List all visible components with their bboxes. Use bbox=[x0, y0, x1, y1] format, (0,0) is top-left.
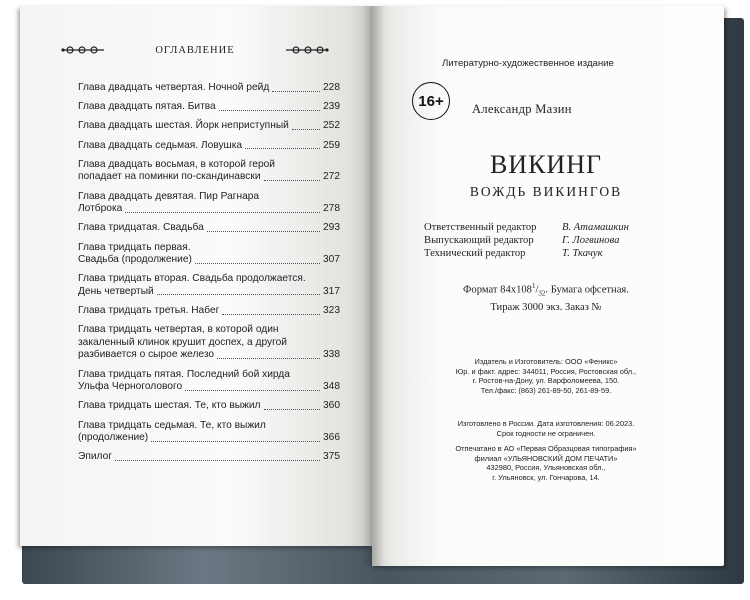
credit-name: В. Атамашкин bbox=[562, 222, 629, 233]
dot-leader bbox=[264, 409, 320, 410]
toc-entry bbox=[78, 273, 340, 298]
imprint-line: Отпечатано в АО «Первая Образцовая типография» bbox=[455, 444, 637, 453]
credit-role: Ответственный редактор bbox=[424, 222, 537, 233]
credit-row bbox=[424, 235, 664, 248]
dot-leader bbox=[195, 263, 320, 264]
imprint-line: Тел./факс: (863) 261-89-50, 261-89-59. bbox=[480, 385, 612, 395]
toc-entry bbox=[78, 420, 340, 445]
toc-entry-line: Глава тридцать пятая. Последний бой хирда bbox=[78, 368, 290, 380]
dot-leader bbox=[151, 441, 320, 442]
toc-page-number: 348 bbox=[323, 381, 340, 393]
book-title: ВИКИНГ bbox=[489, 150, 603, 179]
dot-leader bbox=[207, 231, 320, 232]
toc-entry-line: Ульфа Черноголового bbox=[78, 381, 183, 393]
dot-leader bbox=[217, 358, 320, 359]
manufacture-block bbox=[370, 419, 722, 438]
toc-page-number: 366 bbox=[323, 432, 340, 444]
dot-leader bbox=[219, 110, 320, 111]
toc-title: ОГЛАВЛЕНИЕ bbox=[155, 44, 235, 56]
printer-block bbox=[370, 444, 722, 482]
print-run: Тираж 3000 экз. Заказ № bbox=[490, 301, 602, 313]
imprint-line: Юр. и факт. адрес: 344011, Россия, Ростовская обл., bbox=[455, 366, 637, 376]
toc-entry-line: разбивается о сырое железо bbox=[78, 349, 215, 361]
toc-entry-line: Лотброка bbox=[78, 203, 123, 215]
toc-page-number: 272 bbox=[323, 171, 340, 183]
toc-entry bbox=[78, 101, 340, 114]
toc-page-number: 317 bbox=[323, 285, 340, 297]
toc-entry-line: Глава тридцать первая. bbox=[78, 241, 191, 253]
toc-entry-line: Глава двадцать шестая. Йорк неприступный bbox=[78, 120, 289, 132]
dot-leader bbox=[272, 91, 320, 92]
dot-leader bbox=[115, 460, 320, 461]
dot-leader bbox=[264, 180, 320, 181]
toc-entry-line: Глава двадцать пятая. Битва bbox=[78, 101, 216, 113]
toc-entry bbox=[78, 140, 340, 153]
toc-entry-line: Глава двадцать девятая. Пир Рагнара bbox=[78, 190, 260, 202]
toc-page-number: 375 bbox=[323, 451, 340, 463]
toc-entry bbox=[78, 82, 340, 95]
toc-page-number: 259 bbox=[323, 139, 340, 151]
toc-entry-line: День четвертый bbox=[78, 285, 154, 297]
toc-entry bbox=[78, 369, 340, 394]
toc-entry bbox=[78, 191, 340, 216]
toc-entry-line: Глава двадцать четвертая. Ночной рейд bbox=[78, 82, 270, 93]
age-rating-badge: 16+ bbox=[412, 82, 450, 120]
toc-entry-line: Глава двадцать восьмая, в которой герой bbox=[78, 158, 275, 170]
toc-entry bbox=[78, 242, 340, 267]
credit-row bbox=[424, 222, 664, 235]
toc-header bbox=[60, 40, 330, 60]
credit-name: Т. Ткачук bbox=[562, 247, 603, 259]
credit-role: Выпускающий редактор bbox=[424, 234, 534, 246]
imprint-line: г. Ростов-на-Дону, ул. Варфоломеева, 150. bbox=[472, 376, 620, 386]
dot-leader bbox=[157, 294, 320, 295]
publisher-block bbox=[370, 357, 722, 395]
toc-page-number: 323 bbox=[323, 305, 340, 317]
dot-leader bbox=[125, 212, 320, 213]
toc-entry-line: Глава тридцать третья. Набег bbox=[78, 305, 220, 317]
book-subtitle: ВОЖДЬ ВИКИНГОВ bbox=[469, 184, 623, 199]
toc-entry-line: (продолжение) bbox=[78, 432, 149, 444]
toc-entry-line: Глава тридцать вторая. Свадьба продолжается. bbox=[78, 273, 306, 285]
toc-entry-line: Глава двадцать седьмая. Ловушка bbox=[78, 139, 243, 151]
toc-entry bbox=[78, 451, 340, 464]
toc-page-number: 293 bbox=[323, 222, 340, 234]
toc-entry-line: Глава тридцать седьмая. Те, кто выжил bbox=[78, 419, 266, 431]
credit-role: Технический редактор bbox=[424, 247, 526, 259]
ornament-left-icon bbox=[60, 44, 106, 56]
toc-page-number: 252 bbox=[323, 120, 340, 132]
genre-label: Литературно-художественное издание bbox=[442, 58, 614, 69]
toc-entry-line: Свадьба (продолжение) bbox=[78, 254, 192, 266]
toc-entry-line: Глава тридцать четвертая, в которой один bbox=[78, 324, 279, 336]
credit-row bbox=[424, 248, 664, 261]
toc-page-number: 228 bbox=[323, 82, 340, 93]
imprint-line: 432980, Россия, Ульяновская обл., bbox=[486, 463, 606, 473]
toc-page-number: 307 bbox=[323, 254, 340, 266]
toc-entry bbox=[78, 400, 340, 413]
credit-name: Г. Логвинова bbox=[562, 234, 620, 246]
imprint-line: филиал «УЛЬЯНОВСКИЙ ДОМ ПЕЧАТИ» bbox=[474, 453, 618, 463]
toc-page-number: 338 bbox=[323, 349, 340, 361]
dot-leader bbox=[292, 129, 320, 130]
toc-entry bbox=[78, 305, 340, 318]
dot-leader bbox=[185, 390, 320, 391]
toc-entry bbox=[78, 159, 340, 184]
toc-page-number: 239 bbox=[323, 101, 340, 113]
imprint-line: Издатель и Изготовитель: ООО «Феникс» bbox=[474, 357, 618, 366]
toc-entry-line: попадает на поминки по-скандинавски bbox=[78, 171, 261, 183]
ornament-right-icon bbox=[284, 44, 330, 56]
toc-page-number: 278 bbox=[323, 203, 340, 215]
toc-page-number: 360 bbox=[323, 400, 340, 412]
imprint-line: Изготовлено в России. Дата изготовления: 06.2023. bbox=[457, 419, 635, 428]
format-info bbox=[370, 280, 722, 314]
imprint-line: Срок годности не ограничен. bbox=[496, 428, 596, 438]
toc-entry-line: Глава тридцать шестая. Те, кто выжил bbox=[78, 400, 261, 412]
toc-entry bbox=[78, 324, 340, 362]
dot-leader bbox=[222, 314, 320, 315]
dot-leader bbox=[245, 148, 320, 149]
toc-entry-line: Эпилог bbox=[78, 451, 112, 463]
toc-entry bbox=[78, 222, 340, 235]
toc-entry-line: закаленный клинок крушит доспех, а другой bbox=[78, 336, 287, 348]
toc-entry bbox=[78, 120, 340, 133]
format-line: Формат $84х108^1/_{32}$. Бумага офсетная. bbox=[463, 282, 629, 298]
imprint-line: г. Ульяновск, ул. Гончарова, 14. bbox=[492, 472, 600, 482]
editor-credits bbox=[424, 222, 664, 260]
toc-list bbox=[78, 82, 340, 471]
author-name: Александр Мазин bbox=[472, 102, 572, 116]
toc-entry-line: Глава тридцатая. Свадьба bbox=[78, 222, 204, 234]
